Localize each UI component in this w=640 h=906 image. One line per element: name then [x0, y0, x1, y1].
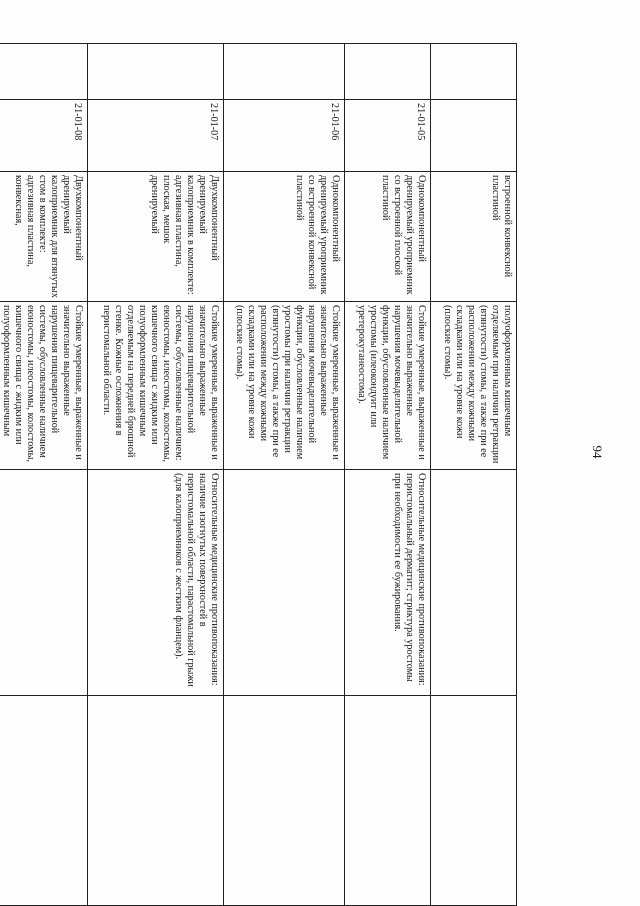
row-indications: полуоформленным кишечным отделяемым при наличии ретракции (втянутости) стомы, а также при ее расположении между кожными складками или на уровне кожи (плоские стомы).	[431, 302, 517, 470]
row-code: 21-01-06	[224, 100, 345, 172]
row-code	[431, 100, 517, 172]
empty-cell	[224, 696, 345, 906]
row-contraindications	[0, 470, 88, 696]
row-code: 21-01-05	[345, 100, 431, 172]
row-code: 21-01-08	[0, 100, 88, 172]
margin-cell	[345, 44, 431, 100]
margin-cell	[0, 44, 88, 100]
row-name: Двухкомпонентный дренируемый калоприемник в комплекте: адгезивная пластина, плоская, мешок дренируемый	[88, 172, 224, 302]
row-contraindications: Относительные медицинские противопоказания: наличие изогнутых поверхностей в перистомальной области, парастомальной грыжи (для калоприемников с жестким фланцем).	[88, 470, 224, 696]
row-contraindications: Относительные медицинские противопоказания: перистомальный дерматит; стриктура уростомы при необходимости ее бужирования.	[345, 470, 431, 696]
row-name: Двухкомпонентный дренируемый калоприемник для втянутых стом в комплекте: адгезивная пластина, конвексная,	[0, 172, 88, 302]
table-row	[345, 44, 431, 906]
margin-cell	[88, 44, 224, 100]
margin-cell	[431, 44, 517, 100]
table-row	[431, 44, 517, 906]
row-indications: Стойкие умеренные, выраженные и значительно выраженные нарушения пищеварительной системы, обусловленные наличием еюностомы, илеостомы, колостомы, кишечного свища с жидким или полуоформленным кишечным	[0, 302, 88, 470]
document-page	[1, 43, 517, 905]
products-table	[0, 43, 517, 906]
empty-cell	[0, 696, 88, 906]
row-contraindications	[431, 470, 517, 696]
row-indications: Стойкие умеренные, выраженные и значительно выраженные нарушения пищеварительной системы, обусловленные наличием: еюностомы, илеостомы, колостомы, кишечного свища с жидким или полуоформленным кишечным отделяемым на передней брюшной стенке. Кожные осложнения в перистомальной области.	[88, 302, 224, 470]
row-name: Однокомпонентный дренируемый уроприемник со встроенной плоской пластиной	[345, 172, 431, 302]
page-number: 94	[590, 445, 605, 459]
row-indications: Стойкие умеренные, выраженные и значительно выраженные нарушения мочевыделительной функции, обусловленные наличием уростомы (илеокондуит или уретерокутанеостома).	[345, 302, 431, 470]
empty-cell	[345, 696, 431, 906]
empty-cell	[431, 696, 517, 906]
table-row	[224, 44, 345, 906]
row-code: 21-01-07	[88, 100, 224, 172]
empty-cell	[88, 696, 224, 906]
row-name: Однокомпонентный дренируемый уроприемник со встроенной конвексной пластиной	[224, 172, 345, 302]
table-row	[88, 44, 224, 906]
margin-cell	[224, 44, 345, 100]
table-row	[0, 44, 88, 906]
row-contraindications	[224, 470, 345, 696]
row-indications: Стойкие умеренные, выраженные и значительно выраженные нарушения мочевыделительной функции, обусловленные наличием уростомы при наличии ретракции (втянутости) стомы, а также при ее расположении между кожными складками или на уровне кожи (плоские стомы).	[224, 302, 345, 470]
row-name: встроенной конвексной пластиной	[431, 172, 517, 302]
